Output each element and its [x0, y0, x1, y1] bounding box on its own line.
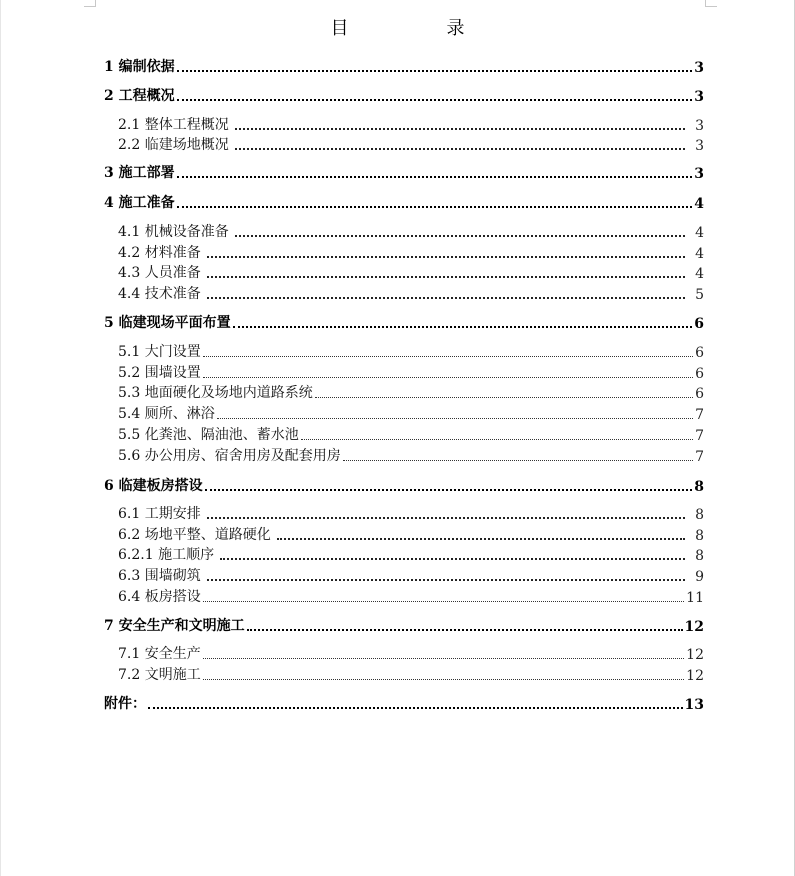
- toc-entry-label: 5.5 化粪池、隔油池、蓄水池: [118, 427, 299, 443]
- dot-leader: [277, 538, 685, 540]
- toc-entry-4-3[interactable]: [118, 264, 704, 282]
- dot-leader: [203, 658, 684, 659]
- toc-entry-4[interactable]: [104, 194, 704, 212]
- toc-entry-label: 4.1 机械设备准备: [118, 224, 229, 240]
- toc-entry-5-4[interactable]: [118, 405, 704, 423]
- toc-page-number: 8: [695, 507, 704, 523]
- dot-leader: [301, 439, 693, 440]
- toc-entry-6[interactable]: [104, 477, 704, 495]
- toc-entry-appendix[interactable]: [104, 695, 704, 713]
- toc-entry-label: 5.6 办公用房、宿舍用房及配套用房: [118, 448, 341, 464]
- toc-entry-label: 5.1 大门设置: [118, 344, 201, 360]
- toc-page-number: 12: [686, 647, 704, 663]
- toc-entry-label: 4 施工准备: [104, 195, 175, 211]
- toc-entry-5-3[interactable]: [118, 384, 704, 402]
- toc-entry-label: 3 施工部署: [104, 165, 175, 181]
- toc-entry-label: 7.2 文明施工: [118, 667, 201, 683]
- toc-page-number: 8: [695, 528, 704, 544]
- dot-leader: [205, 489, 693, 491]
- margin-corner-mark-left: [84, 0, 96, 7]
- toc-page-number: 4: [695, 266, 704, 282]
- toc-entry-2-2[interactable]: [118, 136, 704, 154]
- dot-leader: [203, 356, 693, 357]
- toc-entry-label: 6.2 场地平整、道路硬化: [118, 527, 271, 543]
- toc-entry-5-2[interactable]: [118, 364, 704, 382]
- toc-entry-label: 5 临建现场平面布置: [104, 315, 231, 331]
- toc-page-number: 3: [694, 89, 704, 105]
- toc-page-number: 12: [684, 619, 704, 635]
- toc-page-number: 8: [694, 479, 704, 495]
- toc-entry-label: 2.2 临建场地概况: [118, 137, 229, 153]
- toc-entry-4-2[interactable]: [118, 244, 704, 262]
- margin-corner-mark-right: [705, 0, 717, 7]
- toc-page-number: 3: [695, 138, 704, 154]
- toc-entry-label: 1 编制依据: [104, 59, 175, 75]
- toc-entry-label: 附件：: [104, 696, 146, 712]
- toc-page-number: 6: [694, 316, 704, 332]
- toc-entry-4-1[interactable]: [118, 223, 704, 241]
- toc-entry-5-5[interactable]: [118, 426, 704, 444]
- dot-leader: [177, 206, 693, 208]
- toc-entry-1[interactable]: [104, 58, 704, 76]
- toc-entry-6-3[interactable]: [118, 567, 704, 585]
- toc-entry-label: 2 工程概况: [104, 88, 175, 104]
- toc-entry-7-2[interactable]: [118, 666, 704, 684]
- toc-page-number: 4: [694, 196, 704, 212]
- dot-leader: [235, 148, 685, 150]
- toc-entry-7-1[interactable]: [118, 645, 704, 663]
- toc-page-number: 11: [686, 590, 704, 606]
- dot-leader: [315, 397, 693, 398]
- toc-page-number: 4: [695, 225, 704, 241]
- toc-page-number: 8: [695, 548, 704, 564]
- toc-entry-label: 5.3 地面硬化及场地内道路系统: [118, 385, 313, 401]
- toc-entry-label: 6 临建板房搭设: [104, 478, 203, 494]
- toc-entry-label: 4.2 材料准备: [118, 245, 201, 261]
- toc-entry-label: 6.4 板房搭设: [118, 589, 201, 605]
- toc-entry-5-1[interactable]: [118, 343, 704, 361]
- toc-page-number: 3: [694, 166, 704, 182]
- toc-page-number: 6: [695, 345, 704, 361]
- dot-leader: [235, 128, 685, 130]
- toc-entry-label: 4.3 人员准备: [118, 265, 201, 281]
- toc-entry-4-4[interactable]: [118, 285, 704, 303]
- dot-leader: [177, 70, 693, 72]
- dot-leader: [148, 707, 683, 709]
- toc-entry-label: 5.4 厕所、淋浴: [118, 406, 215, 422]
- toc-entry-6-1[interactable]: [118, 505, 704, 523]
- dot-leader: [220, 558, 685, 560]
- toc-entry-6-2[interactable]: [118, 526, 704, 544]
- page-left-edge: [0, 0, 1, 876]
- dot-leader: [217, 418, 693, 419]
- toc-page-number: 13: [684, 697, 704, 713]
- dot-leader: [207, 297, 685, 299]
- toc-entry-2-1[interactable]: [118, 116, 704, 134]
- toc-entry-6-2-1[interactable]: [118, 546, 704, 564]
- dot-leader: [247, 629, 683, 631]
- dot-leader: [207, 256, 685, 258]
- toc-page-number: 5: [695, 287, 704, 303]
- toc-entry-6-4[interactable]: [118, 588, 704, 606]
- toc-entry-5-6[interactable]: [118, 447, 704, 465]
- dot-leader: [203, 377, 693, 378]
- toc-page-number: 4: [695, 246, 704, 262]
- toc-page-number: 3: [695, 118, 704, 134]
- toc-title: 目 录: [330, 18, 505, 39]
- dot-leader: [203, 679, 684, 680]
- toc-entry-label: 6.3 围墙砌筑: [118, 568, 201, 584]
- dot-leader: [233, 326, 693, 328]
- dot-leader: [235, 235, 685, 237]
- dot-leader: [177, 99, 693, 101]
- toc-entry-label: 4.4 技术准备: [118, 286, 201, 302]
- toc-entry-2[interactable]: [104, 87, 704, 105]
- dot-leader: [207, 579, 685, 581]
- toc-entry-5[interactable]: [104, 314, 704, 332]
- toc-entry-label: 6.1 工期安排: [118, 506, 201, 522]
- dot-leader: [203, 601, 684, 602]
- toc-page-number: 6: [695, 386, 704, 402]
- toc-entry-7[interactable]: [104, 617, 704, 635]
- dot-leader: [207, 517, 685, 519]
- toc-page-number: 7: [695, 449, 704, 465]
- toc-entry-label: 7 安全生产和文明施工: [104, 618, 245, 634]
- toc-page-number: 7: [695, 428, 704, 444]
- toc-entry-label: 7.1 安全生产: [118, 646, 201, 662]
- dot-leader: [343, 460, 693, 461]
- toc-entry-label: 6.2.1 施工顺序: [118, 547, 215, 563]
- toc-page-number: 9: [695, 569, 704, 585]
- dot-leader: [177, 176, 693, 178]
- toc-page-number: 6: [695, 366, 704, 382]
- toc-page-number: 12: [686, 668, 704, 684]
- toc-entry-label: 2.1 整体工程概况: [118, 117, 229, 133]
- toc-page-number: 7: [695, 407, 704, 423]
- toc-entry-3[interactable]: [104, 164, 704, 182]
- dot-leader: [207, 276, 685, 278]
- toc-entry-label: 5.2 围墙设置: [118, 365, 201, 381]
- toc-page-number: 3: [694, 60, 704, 76]
